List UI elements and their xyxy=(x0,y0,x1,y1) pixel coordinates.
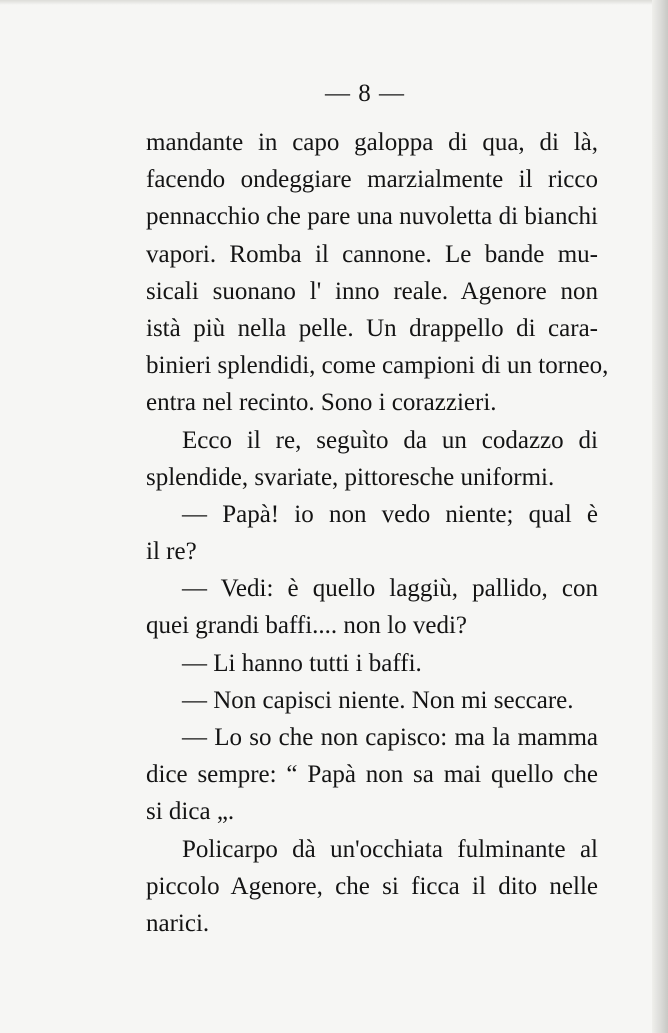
text-line: vapori. Romba il cannone. Le bande mu- xyxy=(146,240,598,268)
text-line: Ecco il re, seguìto da un codazzo di xyxy=(182,426,598,454)
page-number: — 8 — xyxy=(325,80,405,107)
text-line: — Papà! io non vedo niente; qual è xyxy=(182,500,598,528)
text-line: pennacchio che pare una nuvoletta di bianchi xyxy=(146,203,598,231)
text-line: narici. xyxy=(146,909,210,937)
text-line: — Vedi: è quello laggiù, pallido, con xyxy=(182,575,598,603)
text-line: binieri splendidi, come campioni di un torneo, xyxy=(146,352,609,380)
page-binding-edge xyxy=(652,0,668,1033)
text-line: quei grandi baffi.... non lo vedi? xyxy=(146,612,467,640)
text-line: — Li hanno tutti i baffi. xyxy=(182,649,422,677)
page-top-edge xyxy=(0,0,668,5)
text-line: il re? xyxy=(146,538,197,566)
body-text xyxy=(146,124,609,942)
text-line: dice sempre: “ Papà non sa mai quello che xyxy=(146,761,598,789)
text-line: splendide, svariate, pittoresche uniformi. xyxy=(146,463,555,491)
text-line: mandante in capo galoppa di qua, di là, xyxy=(146,129,598,156)
text-line: Policarpo dà un'occhiata fulminante al xyxy=(182,835,598,863)
text-line: istà più nella pelle. Un drappello di cara- xyxy=(146,314,598,342)
text-line: facendo ondeggiare marzialmente il ricco xyxy=(146,166,598,194)
text-line: — Non capisci niente. Non mi seccare. xyxy=(182,686,574,714)
text-line: si dica „. xyxy=(146,798,235,826)
text-line: sicali suonano l' inno reale. Agenore non xyxy=(146,277,598,305)
text-line: — Lo so che non capisco: ma la mamma xyxy=(182,724,598,751)
text-line: entra nel recinto. Sono i corazzieri. xyxy=(146,389,497,417)
text-line: piccolo Agenore, che si ficca il dito nelle xyxy=(146,872,598,900)
